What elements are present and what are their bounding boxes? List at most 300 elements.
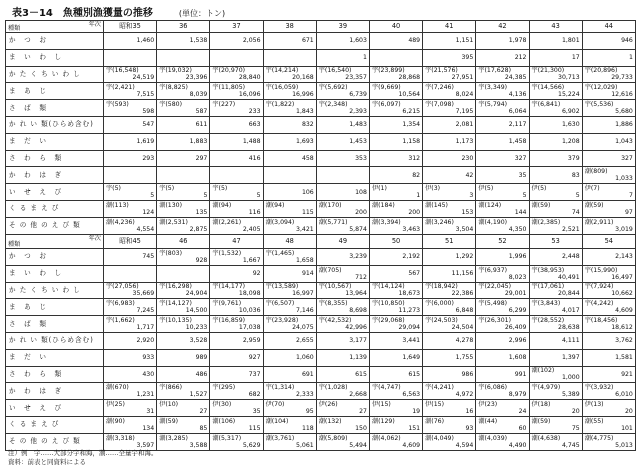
total-catch: 1,581 — [615, 354, 633, 362]
local-share: 宇(15,990) — [584, 266, 618, 274]
total-catch: 2,959 — [242, 337, 261, 345]
local-share: 宇(17,061) — [531, 283, 565, 291]
total-catch: 1,208 — [561, 138, 580, 146]
local-share: 潮(59) — [531, 201, 551, 209]
year-header: 38 — [263, 21, 316, 33]
year-header: 36 — [157, 21, 210, 33]
total-catch: 35 — [252, 408, 261, 416]
value-cell — [529, 332, 582, 349]
total-catch: 6,215 — [402, 108, 421, 116]
local-share: 宇(8,825) — [159, 84, 188, 92]
value-cell — [423, 316, 476, 333]
total-catch: 4,136 — [508, 91, 527, 99]
total-catch — [319, 172, 367, 179]
value-cell — [369, 33, 422, 50]
value-cell — [104, 316, 157, 333]
local-share: 潮(3,246) — [425, 218, 454, 226]
local-share: 潮(55) — [584, 417, 604, 425]
local-share: 潮(705) — [318, 266, 342, 274]
total-catch: 2,117 — [508, 121, 527, 129]
total-catch: 83 — [571, 171, 580, 179]
year-header: 43 — [529, 21, 582, 33]
local-share: 宇(20,970) — [212, 67, 246, 75]
value-cell — [369, 400, 422, 417]
total-catch: 458 — [301, 154, 314, 162]
value-cell — [582, 400, 635, 417]
total-catch: 93 — [465, 424, 474, 432]
value-cell — [476, 316, 529, 333]
total-catch — [159, 172, 207, 179]
total-catch: 17,038 — [238, 324, 261, 332]
total-catch: 7 — [628, 192, 633, 200]
total-catch: 26,409 — [504, 324, 527, 332]
year-header: 昭和35 — [104, 21, 157, 33]
local-share: 宇(10,135) — [159, 317, 192, 325]
value-cell — [316, 400, 369, 417]
local-share: 宇(19,032) — [159, 67, 192, 75]
value-cell — [582, 200, 635, 217]
total-catch: 27 — [199, 408, 208, 416]
value-cell — [582, 167, 635, 184]
total-catch: 10,036 — [238, 307, 261, 315]
total-catch: 1,527 — [189, 391, 208, 399]
total-catch: 42 — [465, 171, 474, 179]
total-catch: 118 — [301, 424, 314, 432]
local-share: 宇(1,822) — [265, 101, 295, 109]
value-cell — [582, 49, 635, 66]
table-row — [6, 184, 636, 201]
total-catch: 17 — [571, 54, 580, 62]
value-cell — [157, 100, 210, 117]
table-row — [6, 167, 636, 184]
value-cell — [369, 349, 422, 366]
table-row — [6, 299, 636, 316]
local-share: 宇(6,937) — [478, 266, 508, 274]
value-cell — [157, 400, 210, 417]
total-catch: 1,139 — [349, 354, 367, 362]
total-catch: 1,996 — [508, 253, 527, 261]
value-cell — [157, 200, 210, 217]
local-share: 宇(14,214) — [265, 67, 299, 75]
local-share: 宇(22,045) — [478, 283, 511, 291]
value-cell — [157, 217, 210, 234]
value-cell — [369, 416, 422, 433]
local-share: 宇(14,127) — [159, 300, 192, 308]
total-catch: 611 — [195, 121, 208, 129]
year-header: 51 — [423, 235, 476, 249]
total-catch: 24,075 — [292, 324, 314, 332]
total-catch: 7,515 — [136, 91, 155, 99]
value-cell — [369, 49, 422, 66]
species-label: か わ は ぎ — [6, 383, 104, 400]
value-cell — [316, 100, 369, 117]
value-cell — [529, 217, 582, 234]
value-cell — [529, 316, 582, 333]
local-share: 潮(5,317) — [212, 434, 242, 442]
local-share: 潮(4,039) — [478, 434, 508, 442]
local-share: 潮(2,385) — [531, 218, 561, 226]
value-cell — [104, 383, 157, 400]
local-share: 宇(803) — [159, 249, 183, 257]
value-cell — [529, 265, 582, 282]
total-catch: 6,299 — [508, 307, 527, 315]
local-share: 宇(4,979) — [531, 384, 561, 392]
species-label: い せ え び — [6, 400, 104, 417]
total-catch: 567 — [408, 270, 421, 278]
value-cell — [423, 150, 476, 167]
total-catch: 682 — [248, 391, 261, 399]
value-cell — [582, 416, 635, 433]
total-catch: 4,278 — [455, 337, 474, 345]
value-cell — [157, 383, 210, 400]
total-catch: 1 — [363, 54, 367, 62]
total-catch: 1,608 — [508, 354, 527, 362]
value-cell — [423, 167, 476, 184]
local-share: 潮(59) — [159, 417, 179, 425]
table-row — [6, 282, 636, 299]
note-line: 注）例 宇……大部分宇和海，潮……全量宇和海。 — [8, 449, 158, 457]
species-label: か つ お — [6, 33, 104, 50]
total-catch: 4,972 — [455, 391, 474, 399]
value-cell — [210, 433, 263, 450]
value-cell — [210, 265, 263, 282]
value-cell — [529, 167, 582, 184]
local-share: 宇(20,896) — [584, 67, 618, 75]
local-share: 宇(2,348) — [318, 101, 348, 109]
total-catch: 1,693 — [296, 138, 314, 146]
value-cell — [157, 433, 210, 450]
value-cell — [582, 100, 635, 117]
value-cell — [157, 265, 210, 282]
local-share: 潮(3,394) — [371, 218, 401, 226]
year-header: 54 — [582, 235, 635, 249]
local-share: 潮(3,285) — [159, 434, 188, 442]
value-cell — [104, 265, 157, 282]
total-catch: 2,668 — [349, 391, 367, 399]
local-share: 宇(14,566) — [531, 84, 565, 92]
value-cell — [529, 49, 582, 66]
total-catch — [212, 54, 260, 61]
value-cell — [476, 200, 529, 217]
value-cell — [210, 200, 263, 217]
value-cell — [423, 100, 476, 117]
total-catch: 3,239 — [349, 253, 367, 261]
local-share: 宇(24,503) — [425, 317, 458, 325]
local-share: 宇(7,924) — [584, 283, 614, 291]
total-catch — [159, 270, 207, 277]
value-cell — [263, 33, 316, 50]
value-cell — [157, 133, 210, 150]
total-catch: 671 — [301, 37, 314, 45]
total-catch: 40,491 — [558, 273, 580, 281]
total-catch — [212, 172, 260, 179]
total-catch: 293 — [142, 154, 155, 162]
total-catch: 1,043 — [615, 138, 633, 146]
value-cell — [582, 433, 635, 450]
total-catch: 6,010 — [615, 391, 633, 399]
local-share: 宇(1,532) — [212, 249, 242, 257]
local-share: 宇(5) — [159, 185, 175, 193]
value-cell — [210, 299, 263, 316]
table-row — [6, 66, 636, 83]
local-share: 宇(16,298) — [159, 283, 192, 291]
year-axis-label: 年次 — [88, 21, 101, 28]
year-header: 41 — [423, 21, 476, 33]
value-cell — [369, 167, 422, 184]
value-cell — [316, 332, 369, 349]
title-text: 表3－14 魚種別漁獲量の推移 — [12, 8, 153, 19]
total-catch: 19 — [412, 408, 421, 416]
local-share: 宇(8,355) — [318, 300, 348, 308]
total-catch: 22,386 — [451, 290, 474, 298]
value-cell — [423, 249, 476, 266]
total-catch: 29,001 — [504, 290, 527, 298]
value-cell — [210, 282, 263, 299]
table-row — [6, 366, 636, 383]
total-catch: 28,840 — [238, 74, 261, 82]
local-share: 潮(113) — [106, 201, 129, 209]
value-cell — [369, 116, 422, 133]
total-catch: 10,233 — [185, 324, 208, 332]
value-cell — [423, 349, 476, 366]
table-row — [6, 100, 636, 117]
total-catch: 11,273 — [398, 307, 421, 315]
value-cell — [369, 217, 422, 234]
total-catch: 1,231 — [136, 391, 155, 399]
total-catch: 4,609 — [615, 307, 633, 315]
value-cell — [423, 49, 476, 66]
corner-cell — [6, 235, 104, 249]
total-catch: 10,662 — [611, 290, 633, 298]
value-cell — [423, 366, 476, 383]
total-catch: 4,017 — [561, 307, 580, 315]
value-cell — [263, 116, 316, 133]
value-cell — [104, 49, 157, 66]
value-cell — [582, 184, 635, 201]
value-cell — [529, 416, 582, 433]
total-catch: 3,177 — [349, 337, 367, 345]
value-cell — [157, 116, 210, 133]
value-cell — [582, 83, 635, 100]
total-catch — [106, 172, 154, 179]
total-catch: 24,385 — [504, 74, 527, 82]
local-share: 宇(13,589) — [265, 283, 299, 291]
local-share: 宇(295) — [212, 384, 236, 392]
local-share: 宇(14,124) — [371, 283, 405, 291]
total-catch: 28,868 — [398, 74, 421, 82]
catch-table-2 — [5, 234, 636, 451]
species-label: ま だ い — [6, 349, 104, 366]
value-cell — [210, 217, 263, 234]
value-cell — [529, 33, 582, 50]
table-row — [6, 217, 636, 234]
value-cell — [210, 133, 263, 150]
year-header: 昭和45 — [104, 235, 157, 249]
value-cell — [104, 66, 157, 83]
year-header: 42 — [476, 21, 529, 33]
value-cell — [529, 299, 582, 316]
local-share: 潮(3,318) — [106, 434, 135, 442]
total-catch: 3,762 — [615, 337, 633, 345]
total-catch: 1 — [416, 192, 421, 200]
total-catch: 5,061 — [296, 441, 314, 449]
species-axis-label: 種類 — [8, 25, 21, 32]
total-catch: 108 — [355, 188, 367, 196]
value-cell — [210, 400, 263, 417]
total-catch: 5,013 — [615, 441, 633, 449]
value-cell — [157, 366, 210, 383]
value-cell — [529, 349, 582, 366]
local-share: 伊(15) — [371, 401, 391, 409]
table-row — [6, 400, 636, 417]
table-row — [6, 265, 636, 282]
local-share: 潮(5,771) — [318, 218, 348, 226]
table-row — [6, 33, 636, 50]
total-catch: 23,396 — [185, 74, 208, 82]
local-share: 宇(23,899) — [371, 67, 405, 75]
total-catch: 615 — [408, 370, 421, 378]
year-header: 50 — [369, 235, 422, 249]
total-catch: 16,996 — [292, 91, 314, 99]
total-catch: 8,698 — [349, 307, 367, 315]
total-catch: 989 — [195, 354, 208, 362]
value-cell — [316, 316, 369, 333]
total-catch: 297 — [195, 154, 208, 162]
total-catch: 4,111 — [561, 337, 580, 345]
local-share: 潮(59) — [584, 201, 604, 209]
total-catch: 4,350 — [508, 225, 527, 233]
local-share: 宇(11,805) — [212, 84, 246, 92]
value-cell — [210, 167, 263, 184]
local-share: 伊(5) — [531, 185, 547, 193]
table-row — [6, 316, 636, 333]
total-catch: 712 — [355, 273, 367, 281]
species-label: い せ え び — [6, 184, 104, 201]
total-catch: 75 — [571, 424, 580, 432]
value-cell — [423, 400, 476, 417]
total-catch: 1,843 — [296, 108, 314, 116]
total-catch: 6,064 — [508, 108, 527, 116]
value-cell — [316, 150, 369, 167]
value-cell — [316, 416, 369, 433]
total-catch: 8,039 — [189, 91, 208, 99]
local-share: 宇(593) — [106, 101, 129, 109]
species-label: ま あ じ — [6, 299, 104, 316]
total-catch: 151 — [408, 424, 421, 432]
value-cell — [263, 83, 316, 100]
value-cell — [369, 133, 422, 150]
value-cell — [529, 184, 582, 201]
total-catch: 4,490 — [508, 441, 527, 449]
total-catch: 5,629 — [242, 441, 261, 449]
table-row — [6, 83, 636, 100]
total-catch: 2,393 — [349, 108, 367, 116]
value-cell — [263, 400, 316, 417]
year-header: 47 — [210, 235, 263, 249]
total-catch: 1,354 — [402, 121, 421, 129]
total-catch: 1,755 — [455, 354, 474, 362]
total-catch: 150 — [355, 424, 367, 432]
local-share: 宇(38,953) — [531, 266, 565, 274]
local-share: 宇(3,932) — [584, 384, 614, 392]
value-cell — [157, 282, 210, 299]
year-header: 37 — [210, 21, 263, 33]
total-catch: 24 — [518, 408, 527, 416]
value-cell — [529, 400, 582, 417]
total-catch: 20,168 — [292, 74, 314, 82]
local-share: 伊(25) — [106, 401, 125, 409]
local-share: 宇(1,465) — [265, 249, 295, 257]
local-share: 宇(580) — [159, 101, 183, 109]
total-catch: 95 — [305, 408, 314, 416]
local-share: 宇(7,098) — [425, 101, 454, 109]
local-share: 伊(15) — [425, 401, 445, 409]
table-row — [6, 349, 636, 366]
total-catch: 1,658 — [296, 256, 314, 264]
value-cell — [210, 100, 263, 117]
unit-label: (単位：トン) — [178, 9, 226, 18]
total-catch: 327 — [514, 154, 527, 162]
species-label: か た く ち い わ し — [6, 282, 104, 299]
total-catch: 31 — [146, 408, 155, 416]
local-share: 宇(6,841) — [531, 101, 561, 109]
value-cell — [316, 383, 369, 400]
local-share: 宇(9,761) — [212, 300, 242, 308]
value-cell — [263, 366, 316, 383]
value-cell — [316, 265, 369, 282]
local-share: 宇(6,086) — [478, 384, 508, 392]
value-cell — [476, 167, 529, 184]
total-catch: 1,538 — [189, 37, 208, 45]
total-catch: 1,397 — [561, 354, 580, 362]
total-catch: 1,033 — [615, 175, 633, 183]
total-catch: 115 — [301, 208, 314, 216]
value-cell — [316, 167, 369, 184]
total-catch: 7,146 — [296, 307, 314, 315]
local-share: 宇(16,059) — [265, 84, 299, 92]
total-catch: 1,151 — [455, 37, 474, 45]
total-catch: 2,405 — [242, 225, 261, 233]
value-cell — [529, 383, 582, 400]
total-catch: 8,024 — [455, 91, 474, 99]
local-share: 宇(5,498) — [478, 300, 508, 308]
total-catch: 2,143 — [615, 253, 633, 261]
total-catch: 5 — [203, 192, 208, 200]
value-cell — [582, 265, 635, 282]
value-cell — [476, 416, 529, 433]
value-cell — [369, 265, 422, 282]
note-line: 資料：前表と同資料による — [8, 458, 86, 466]
total-catch: 4,745 — [561, 441, 580, 449]
local-share: 潮(94) — [212, 201, 232, 209]
local-share: 宇(16,548) — [106, 67, 139, 75]
value-cell — [104, 282, 157, 299]
local-share: 潮(76) — [425, 417, 445, 425]
total-catch: 12,616 — [611, 91, 633, 99]
total-catch: 1,158 — [402, 138, 421, 146]
value-cell — [476, 133, 529, 150]
total-catch: 395 — [461, 54, 474, 62]
value-cell — [263, 433, 316, 450]
value-cell — [263, 217, 316, 234]
total-catch: 691 — [301, 370, 314, 378]
value-cell — [476, 400, 529, 417]
value-cell — [369, 366, 422, 383]
local-share: 宇(23,928) — [265, 317, 299, 325]
value-cell — [263, 133, 316, 150]
table-row — [6, 249, 636, 266]
value-cell — [316, 184, 369, 201]
